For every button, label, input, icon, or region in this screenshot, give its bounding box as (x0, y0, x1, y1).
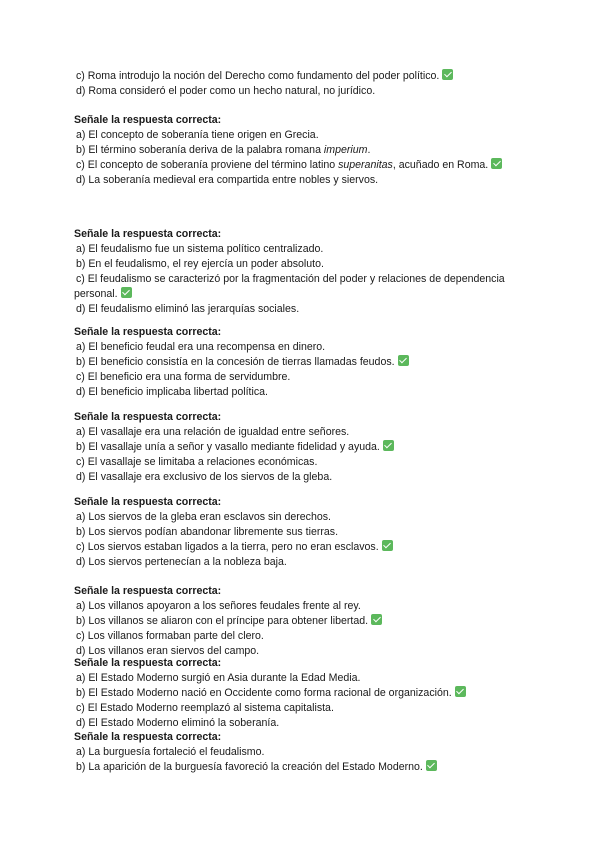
question-block-7 (74, 656, 574, 731)
option-text: personal. (74, 288, 118, 300)
option-d: d) La soberanía medieval era compartida entre nobles y siervos. (76, 174, 379, 186)
option-b (74, 686, 574, 701)
check-mark-icon (491, 158, 502, 169)
option-c (74, 69, 574, 84)
option-text: b) El término soberanía deriva de la palabra romana (76, 144, 324, 156)
option-text: c) Roma introdujo la noción del Derecho como fundamento del poder político. (76, 70, 440, 82)
question-block-8 (74, 730, 574, 775)
option-d: d) Los siervos pertenecían a la nobleza baja. (76, 556, 287, 568)
option-b (74, 355, 574, 370)
check-mark-icon (455, 686, 466, 697)
option-c: c) El beneficio era una forma de servidumbre. (76, 371, 291, 383)
option-a: a) Los villanos apoyaron a los señores feudales frente al rey. (76, 600, 361, 612)
option-c: c) El vasallaje se limitaba a relaciones económicas. (76, 456, 318, 468)
question-block-0 (74, 69, 574, 99)
option-text: c) El concepto de soberanía proviene del término latino (76, 159, 339, 171)
option-text-end: , acuñado en Roma. (392, 159, 489, 171)
option-a: a) El concepto de soberanía tiene origen en Grecia. (76, 129, 319, 141)
option-a: a) Los siervos de la gleba eran esclavos sin derechos. (76, 511, 331, 523)
option-italic-term: superanitas (338, 159, 393, 171)
option-d: d) El Estado Moderno eliminó la soberanía. (76, 717, 280, 729)
option-a: a) La burguesía fortaleció el feudalismo. (76, 746, 265, 758)
option-c: c) Los villanos formaban parte del clero. (76, 630, 264, 642)
question-heading: Señale la respuesta correcta: (74, 657, 222, 669)
option-text: c) Los siervos estaban ligados a la tierra, pero no eran esclavos. (76, 541, 379, 553)
option-c (74, 158, 574, 173)
question-heading: Señale la respuesta correcta: (74, 731, 222, 743)
option-b (74, 614, 574, 629)
check-mark-icon (426, 760, 437, 771)
question-heading: Señale la respuesta correcta: (74, 326, 222, 338)
option-a: a) El feudalismo fue un sistema político centralizado. (76, 243, 324, 255)
check-mark-icon (121, 287, 132, 298)
option-b: b) Los siervos podían abandonar libremente sus tierras. (76, 526, 339, 538)
check-mark-icon (442, 69, 453, 80)
option-d: d) Los villanos eran siervos del campo. (76, 645, 260, 657)
question-block-4 (74, 410, 574, 485)
question-block-1 (74, 113, 574, 188)
option-a: a) El Estado Moderno surgió en Asia durante la Edad Media. (76, 672, 361, 684)
option-text: b) El vasallaje unía a señor y vasallo mediante fidelidad y ayuda. (76, 441, 380, 453)
option-text-end: . (367, 144, 371, 156)
option-text: b) Los villanos se aliaron con el príncipe para obtener libertad. (76, 615, 369, 627)
option-text: b) La aparición de la burguesía favoreció la creación del Estado Moderno. (76, 761, 423, 773)
check-mark-icon (382, 540, 393, 551)
check-mark-icon (371, 614, 382, 625)
question-heading: Señale la respuesta correcta: (74, 228, 222, 240)
option-b (74, 143, 574, 158)
option-b (74, 760, 574, 775)
option-italic-term: imperium (323, 144, 368, 156)
check-mark-icon (383, 440, 394, 451)
question-heading: Señale la respuesta correcta: (74, 496, 222, 508)
option-b: b) En el feudalismo, el rey ejercía un poder absoluto. (76, 258, 324, 270)
option-d: d) El beneficio implicaba libertad política. (76, 386, 268, 398)
option-text: b) El beneficio consistía en la concesión de tierras llamadas feudos. (76, 356, 395, 368)
option-c (74, 540, 574, 555)
option-b (74, 440, 574, 455)
option-c-continued (74, 287, 574, 302)
option-c: c) El feudalismo se caracterizó por la fragmentación del poder y relaciones de dependencia (76, 273, 505, 285)
check-mark-icon (398, 355, 409, 366)
question-block-5 (74, 495, 574, 570)
option-a: a) El vasallaje era una relación de igualdad entre señores. (76, 426, 350, 438)
question-block-3 (74, 325, 574, 400)
question-heading: Señale la respuesta correcta: (74, 114, 222, 126)
option-d: d) El vasallaje era exclusivo de los siervos de la gleba. (76, 471, 333, 483)
question-heading: Señale la respuesta correcta: (74, 411, 222, 423)
question-heading: Señale la respuesta correcta: (74, 585, 222, 597)
option-text: b) El Estado Moderno nació en Occidente como forma racional de organización. (76, 687, 452, 699)
question-block-2 (74, 227, 574, 317)
option-c: c) El Estado Moderno reemplazó al sistema capitalista. (76, 702, 334, 714)
option-a: a) El beneficio feudal era una recompensa en dinero. (76, 341, 326, 353)
option-d: d) El feudalismo eliminó las jerarquías sociales. (76, 303, 300, 315)
question-block-6 (74, 584, 574, 659)
option-d: d) Roma consideró el poder como un hecho natural, no jurídico. (76, 85, 376, 97)
